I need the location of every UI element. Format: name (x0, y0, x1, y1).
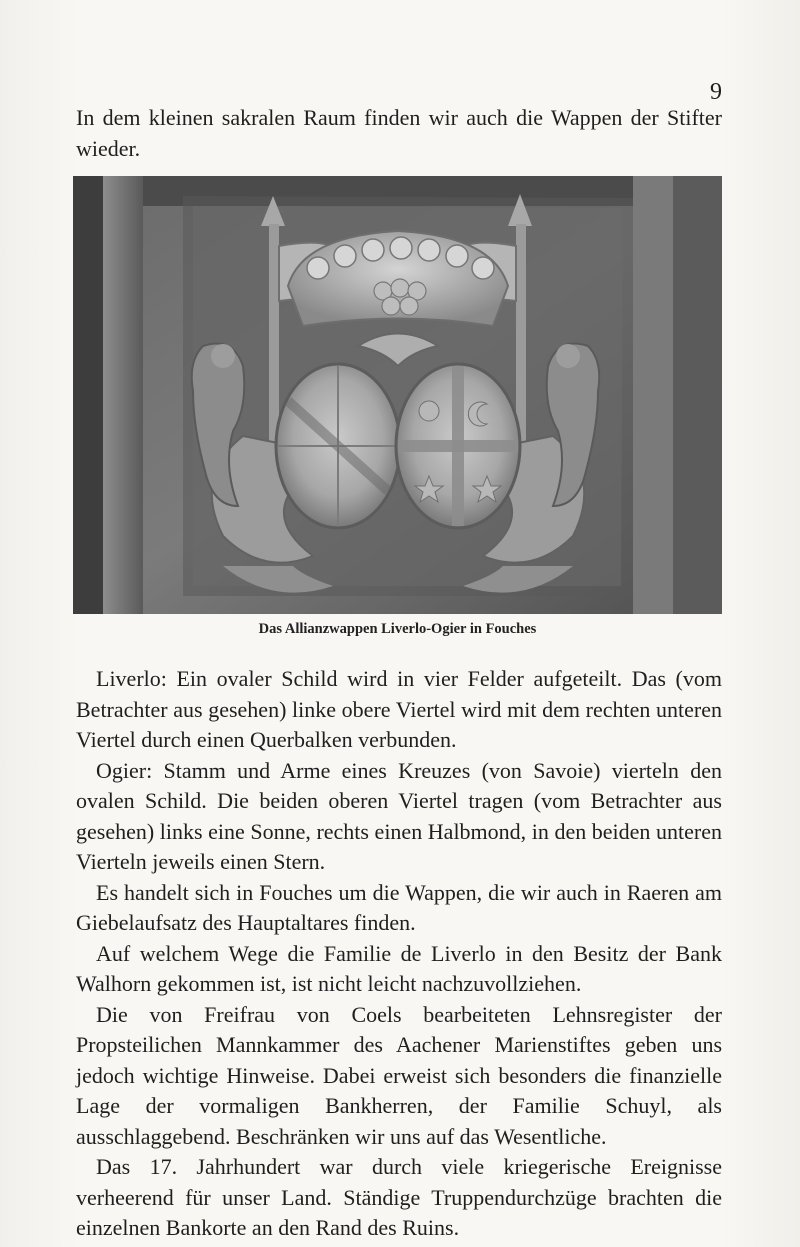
intro-paragraph (76, 103, 722, 164)
intro-text: In dem kleinen sakralen Raum finden wir auch die Wappen der Stifter wieder. (76, 105, 722, 161)
paragraph-ogier: Ogier: Stamm und Arme eines Kreuzes (von Savoie) vierteln den ovalen Schild. Die beiden oberen Viertel tragen (vom Betrachter aus gesehen) links eine Sonne, rechts einen Halbmond, in den beiden unteren Vierteln jeweils einen Stern. (76, 757, 722, 874)
paragraph-liverlo: Liverlo: Ein ovaler Schild wird in vier Felder aufgeteilt. Das (vom Betrachter aus gesehen) linke obere Viertel wird mit dem rechten unteren Viertel durch einen Querbalken verbunden. (76, 666, 722, 752)
paragraph-lehnsregister: Die von Freifrau von Coels bearbeiteten Lehnsregister der Propsteilichen Mannkammer des Aachener Marienstiftes geben uns jedoch wichtige Hinweise. Dabei erweist sich besonders die finanzielle Lage der vormaligen Bankherren, der Familie Schuyl, als ausschlaggebend. Beschränken wir uns auf das Wesentliche. (76, 1001, 722, 1149)
figure-caption: Das Allianzwappen Liverlo-Ogier in Fouches (258, 621, 537, 637)
coat-of-arms-illustration (73, 176, 722, 614)
paragraph-walhorn: Auf welchem Wege die Familie de Liverlo in den Besitz der Bank Walhorn gekommen ist, ist nicht leicht nachzuvollziehen. (76, 940, 722, 996)
page-number: 9 (710, 79, 722, 105)
body-text (76, 664, 722, 1244)
paragraph-17th-century: Das 17. Jahrhundert war durch viele kriegerische Ereignisse verheerend für unser Land. Ständige Truppendurchzüge brachten die einzelnen Bankorte an den Rand des Ruins. (76, 1154, 722, 1240)
coat-of-arms-photo (73, 176, 722, 614)
paragraph-fouches: Es handelt sich in Fouches um die Wappen, die wir auch in Raeren am Giebelaufsatz des Hauptaltares finden. (76, 879, 722, 935)
